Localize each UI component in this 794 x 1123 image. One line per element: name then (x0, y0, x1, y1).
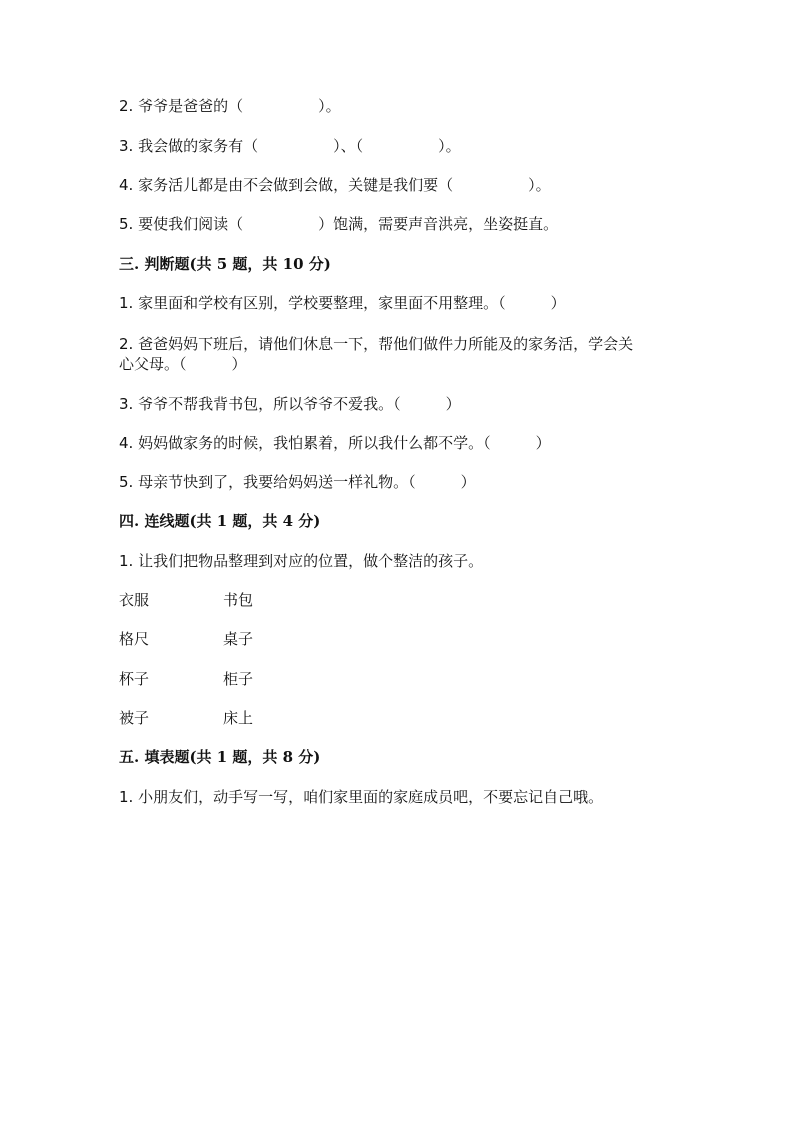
judge-question-2-line-1: 2. 爸爸妈妈下班后，请他们休息一下，帮他们做件力所能及的家务活，学会关 (119, 335, 634, 353)
match-left-item: 格尺 (119, 630, 150, 648)
fill-blank-question-4: 4. 家务活儿都是由不会做到会做，关键是我们要（ ）。 (119, 176, 551, 194)
match-left-item: 杯子 (119, 670, 150, 688)
judge-question-1: 1. 家里面和学校有区别，学校要整理，家里面不用整理。（ ） (119, 294, 566, 312)
match-right-item: 桌子 (223, 630, 254, 648)
section-5-heading: 五. 填表题(共 1 题，共 8 分) (119, 748, 321, 766)
match-right-item: 书包 (223, 591, 254, 609)
matching-question-1: 1. 让我们把物品整理到对应的位置，做个整洁的孩子。 (119, 552, 484, 570)
table-question-1: 1. 小朋友们，动手写一写，咱们家里面的家庭成员吧，不要忘记自己哦。 (119, 788, 604, 806)
section-3-heading: 三. 判断题(共 5 题，共 10 分) (119, 255, 331, 273)
match-left-item: 衣服 (119, 591, 150, 609)
judge-question-2-line-2: 心父母。（ ） (119, 355, 247, 373)
fill-blank-question-2: 2. 爷爷是爸爸的（ ）。 (119, 97, 341, 115)
judge-question-5: 5. 母亲节快到了，我要给妈妈送一样礼物。（ ） (119, 473, 476, 491)
judge-question-3: 3. 爷爷不帮我背书包，所以爷爷不爱我。（ ） (119, 395, 461, 413)
fill-blank-question-5: 5. 要使我们阅读（ ）饱满，需要声音洪亮，坐姿挺直。 (119, 215, 559, 233)
fill-blank-question-3: 3. 我会做的家务有（ ）、（ ）。 (119, 137, 461, 155)
match-right-item: 床上 (223, 709, 254, 727)
match-right-item: 柜子 (223, 670, 254, 688)
match-left-item: 被子 (119, 709, 150, 727)
judge-question-4: 4. 妈妈做家务的时候，我怕累着，所以我什么都不学。（ ） (119, 434, 551, 452)
section-4-heading: 四. 连线题(共 1 题，共 4 分) (119, 512, 321, 530)
